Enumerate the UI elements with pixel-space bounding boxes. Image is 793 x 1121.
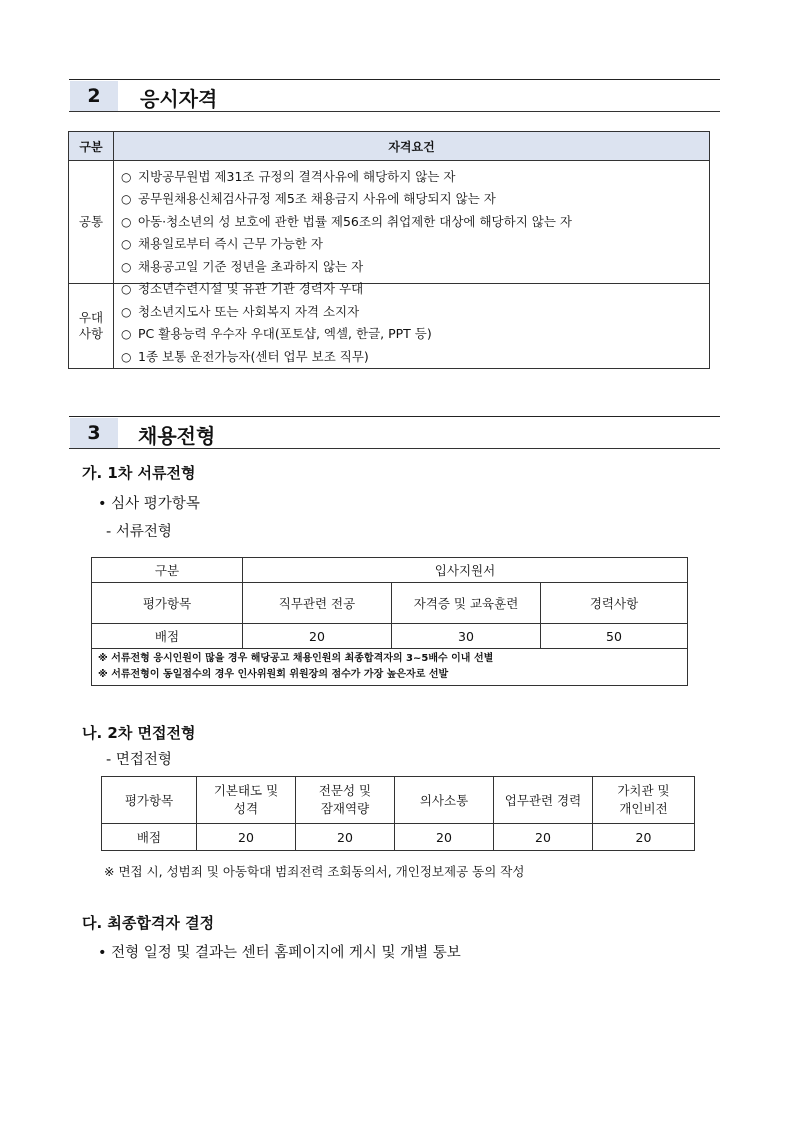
list-item: ○ 1종 보통 운전가능자(센터 업무 보조 직무) xyxy=(121,348,369,364)
list-item: ○ 청소년수련시설 및 유관 기관 경력자 우대 xyxy=(121,281,364,296)
table-cell: 30 xyxy=(392,624,541,649)
qualification-items-common xyxy=(114,161,710,284)
list-item: ○ 채용일로부터 즉시 근무 가능한 자 xyxy=(121,236,323,252)
document-screening-table xyxy=(91,557,688,686)
step1-bullet: • 심사 평가항목 xyxy=(98,496,200,512)
table-row xyxy=(92,558,688,583)
table-cell: 배점 xyxy=(102,824,197,851)
qualification-header-category: 구분 xyxy=(69,132,114,161)
table-row xyxy=(92,624,688,649)
section-2-title: 응시자격 xyxy=(140,87,218,111)
table-cell: 업무관련 경력 xyxy=(494,777,593,824)
list-item: ○ PC 활용능력 우수자 우대(포토샵, 엑셀, 한글, PPT 등) xyxy=(121,326,432,341)
qualification-row-preferred xyxy=(69,284,710,369)
list-item: ○ 채용공고일 기준 정년을 초과하지 않는 자 xyxy=(121,258,364,274)
qualification-row-common xyxy=(69,161,710,284)
table-cell: 20 xyxy=(296,824,395,851)
section-3-top-rule xyxy=(69,416,720,417)
qualification-category-preferred: 우대 사항 xyxy=(69,284,114,369)
qualification-table xyxy=(68,131,710,369)
step1-dash: - 서류전형 xyxy=(106,524,172,540)
table-cell: 평가항목 xyxy=(92,583,243,624)
qualification-category-common: 공통 xyxy=(69,161,114,284)
section-3-number: 3 xyxy=(70,418,118,448)
table-cell: 경력사항 xyxy=(541,583,688,624)
list-item: ○ 지방공무원법 제31조 규정의 결격사유에 해당하지 않는 자 xyxy=(121,168,456,184)
list-item: ○ 청소년지도사 또는 사회복지 자격 소지자 xyxy=(121,303,360,319)
qualification-items-preferred xyxy=(114,281,710,369)
table-cell: 평가항목 xyxy=(102,777,197,824)
table-cell: 자격증 및 교육훈련 xyxy=(392,583,541,624)
table-row xyxy=(92,583,688,624)
interview-table xyxy=(101,776,695,851)
section-2-number: 2 xyxy=(70,81,118,111)
interview-note: ※ 면접 시, 성범죄 및 아동학대 범죄전력 조회동의서, 개인정보제공 동의 작성 xyxy=(104,864,525,879)
table-cell: 구분 xyxy=(92,558,243,583)
table-cell: 의사소통 xyxy=(395,777,494,824)
step2-dash: - 면접전형 xyxy=(106,752,172,768)
section-2-bottom-rule xyxy=(69,111,720,112)
table-cell: 20 xyxy=(593,824,695,851)
step2-heading: 나. 2차 면접전형 xyxy=(82,724,196,742)
step1-heading: 가. 1차 서류전형 xyxy=(82,464,196,482)
table-row xyxy=(92,649,688,686)
section-2-top-rule xyxy=(69,79,720,80)
list-item: ○ 공무원채용신체검사규정 제5조 채용금지 사유에 해당되지 않는 자 xyxy=(121,191,496,207)
qualification-header-requirement: 자격요건 xyxy=(114,132,710,161)
table-cell: 입사지원서 xyxy=(243,558,688,583)
step3-bullet: • 전형 일정 및 결과는 센터 홈페이지에 게시 및 개별 통보 xyxy=(98,945,461,961)
table-cell: 직무관련 전공 xyxy=(243,583,392,624)
table-cell: 20 xyxy=(494,824,593,851)
section-3-title: 채용전형 xyxy=(138,424,216,448)
table-cell: 배점 xyxy=(92,624,243,649)
table-cell: 가치관 및 개인비전 xyxy=(593,777,695,824)
table-row xyxy=(102,777,695,824)
section-3-bottom-rule xyxy=(69,448,720,449)
screening-notes: ※ 서류전형 응시인원이 많을 경우 해당공고 채용인원의 최종합격자의 3~5배수 이내 선별 ※ 서류전형이 동일점수의 경우 인사위원회 위원장의 점수가 가장 높은자로 선발 xyxy=(92,649,688,686)
list-item: ○ 아동·청소년의 성 보호에 관한 법률 제56조의 취업제한 대상에 해당하지 않는 자 xyxy=(121,213,572,229)
step3-heading: 다. 최종합격자 결정 xyxy=(82,914,215,932)
table-cell: 기본태도 및 성격 xyxy=(197,777,296,824)
table-cell: 전문성 및 잠재역량 xyxy=(296,777,395,824)
table-cell: 50 xyxy=(541,624,688,649)
table-row xyxy=(102,824,695,851)
table-cell: 20 xyxy=(395,824,494,851)
qualification-header-row xyxy=(69,132,710,161)
table-cell: 20 xyxy=(243,624,392,649)
table-cell: 20 xyxy=(197,824,296,851)
